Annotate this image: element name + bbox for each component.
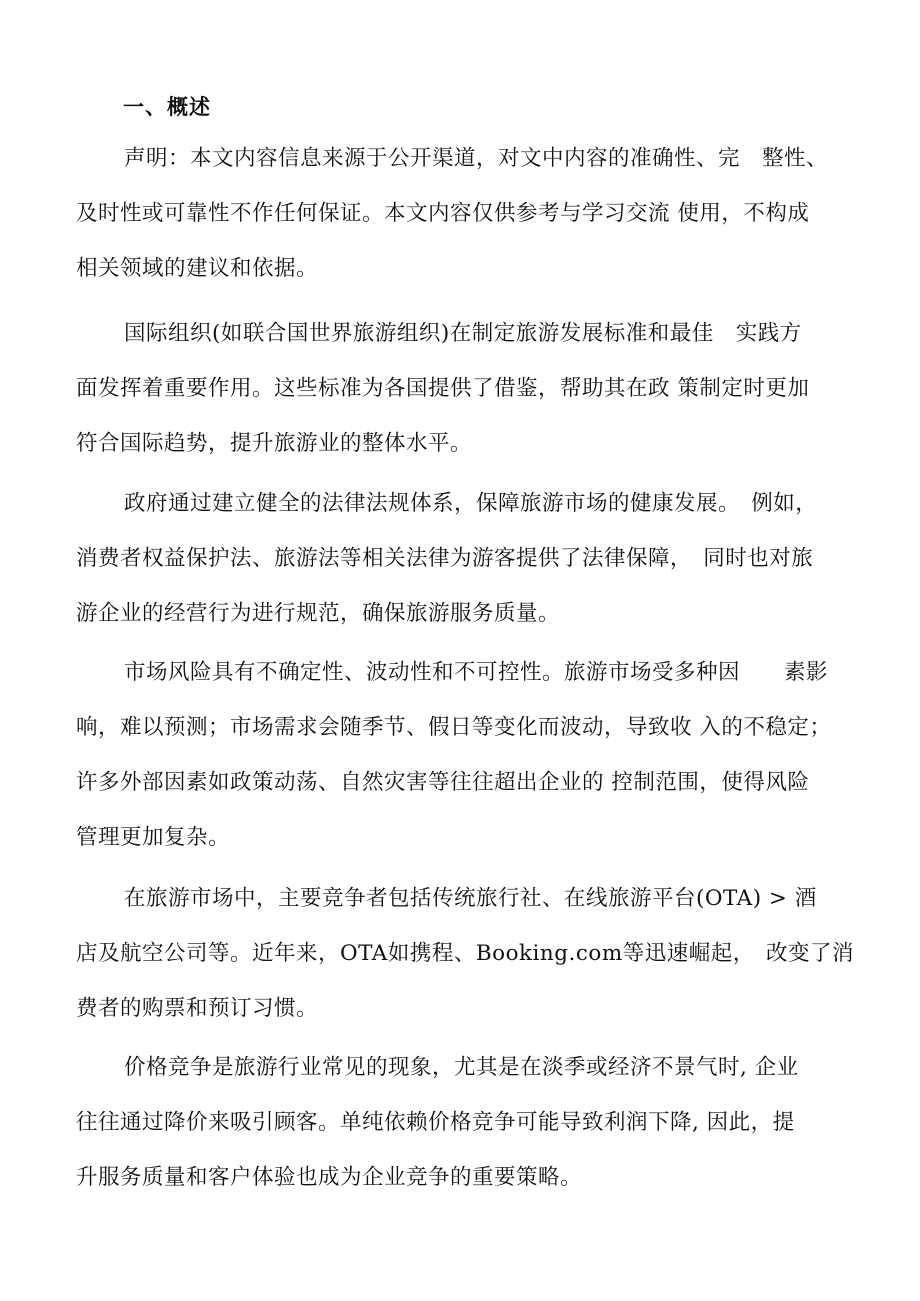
paragraph-line: 管理更加复杂。 — [76, 825, 231, 850]
paragraph-line: 许多外部因素如政策动荡、自然灾害等往往超出企业的 控制范围，使得风险 — [76, 770, 810, 795]
paragraph-line: 游企业的经营行为进行规范，确保旅游服务质量。 — [76, 601, 561, 626]
paragraph-market-risk — [76, 645, 856, 865]
paragraph-line: 价格竞争是旅游行业常见的现象，尤其是在淡季或经济不景气时, 企业 — [124, 1055, 799, 1080]
paragraph-line: 升服务质量和客户体验也成为企业竞争的重要策略。 — [76, 1165, 583, 1190]
paragraph-line: 国际组织(如联合国世界旅游组织)在制定旅游发展标准和最佳 实践方 — [124, 321, 802, 346]
paragraph-disclaimer — [76, 131, 856, 296]
paragraph-line: 费者的购票和预订习惯。 — [76, 996, 319, 1021]
paragraph-international-organizations — [76, 306, 856, 471]
paragraph-line: 面发挥着重要作用。这些标准为各国提供了借鉴，帮助其在政 策制定时更加 — [76, 376, 810, 401]
paragraph-government-regulation — [76, 476, 856, 641]
paragraph-line: 相关领域的建议和依据。 — [76, 256, 319, 281]
paragraph-line: 店及航空公司等。近年来，OTA如携程、Booking.com等迅速崛起， 改变了消 — [76, 941, 854, 966]
paragraph-line: 在旅游市场中，主要竞争者包括传统旅行社、在线旅游平台(OTA) > 酒 — [124, 886, 817, 911]
paragraph-line: 市场风险具有不确定性、波动性和不可控性。旅游市场受多种因 素影 — [124, 660, 829, 685]
paragraph-line: 响，难以预测；市场需求会随季节、假日等变化而波动，导致收 入的不稳定； — [76, 715, 832, 740]
paragraph-line: 往往通过降价来吸引顾客。单纯依赖价格竞争可能导致利润下降, 因此，提 — [76, 1110, 795, 1135]
paragraph-competitors — [76, 871, 856, 1036]
paragraph-line: 声明：本文内容信息来源于公开渠道，对文中内容的准确性、完 整性、 — [124, 146, 829, 171]
section-heading: 一、概述 — [123, 94, 211, 119]
paragraph-price-competition — [76, 1040, 856, 1205]
paragraph-line: 政府通过建立健全的法律法规体系，保障旅游市场的健康发展。 例如， — [124, 491, 818, 516]
paragraph-line: 消费者权益保护法、旅游法等相关法律为游客提供了法律保障， 同时也对旅 — [76, 546, 814, 571]
paragraph-line: 符合国际趋势，提升旅游业的整体水平。 — [76, 431, 473, 456]
paragraph-line: 及时性或可靠性不作任何保证。本文内容仅供参考与学习交流 使用，不构成 — [76, 201, 810, 226]
